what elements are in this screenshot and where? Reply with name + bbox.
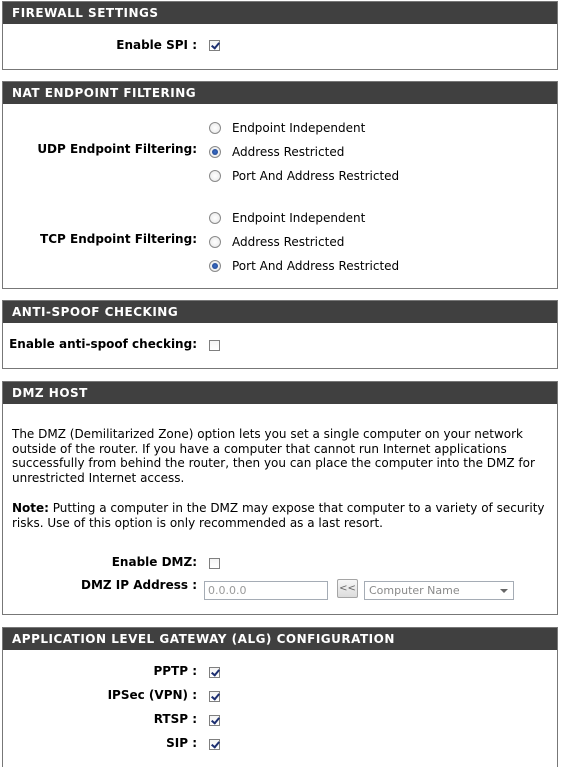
udp-endpoint-independent-radio[interactable] (209, 122, 221, 134)
nat-endpoint-filtering-header: NAT ENDPOINT FILTERING (3, 82, 557, 104)
alg-configuration-header: APPLICATION LEVEL GATEWAY (ALG) CONFIGURATION (3, 628, 557, 650)
udp-endpoint-independent-label: Endpoint Independent (232, 121, 366, 135)
dmz-note-label: Note: (12, 501, 49, 515)
tcp-port-and-address-restricted-label: Port And Address Restricted (232, 259, 400, 273)
ipsec-vpn-checkbox[interactable] (209, 691, 220, 702)
tcp-address-restricted-label: Address Restricted (232, 235, 345, 249)
pptp-checkbox[interactable] (209, 667, 220, 678)
tcp-endpoint-independent-radio[interactable] (209, 212, 221, 224)
firewall-settings-section (2, 1, 558, 70)
copy-computer-ip-button[interactable]: << (337, 579, 358, 598)
tcp-endpoint-independent-label: Endpoint Independent (232, 211, 366, 225)
rtsp-label: RTSP : (153, 712, 197, 726)
enable-dmz-label: Enable DMZ: (111, 555, 197, 569)
tcp-endpoint-filtering-label: TCP Endpoint Filtering: (40, 232, 197, 246)
udp-endpoint-filtering-label: UDP Endpoint Filtering: (37, 142, 197, 156)
udp-address-restricted-radio[interactable] (209, 146, 221, 158)
firewall-settings-header: FIREWALL SETTINGS (3, 2, 557, 24)
enable-dmz-checkbox[interactable] (209, 558, 220, 569)
enable-anti-spoof-checkbox[interactable] (209, 340, 220, 351)
computer-name-select[interactable] (364, 581, 514, 600)
dmz-note-text: Putting a computer in the DMZ may expose that computer to a variety of security risks. Use of this option is only recommended as a last resort. (12, 501, 545, 530)
anti-spoof-checking-header: ANTI-SPOOF CHECKING (3, 301, 557, 323)
dmz-ip-address-label: DMZ IP Address : (80, 578, 197, 592)
tcp-port-and-address-restricted-radio[interactable] (209, 260, 221, 272)
enable-spi-label: Enable SPI : (116, 38, 197, 52)
udp-address-restricted-label: Address Restricted (232, 145, 345, 159)
enable-anti-spoof-label: Enable anti-spoof checking: (9, 337, 197, 351)
dmz-ip-address-input[interactable]: 0.0.0.0 (204, 581, 328, 600)
dmz-host-section (2, 381, 558, 615)
rtsp-checkbox[interactable] (209, 715, 220, 726)
tcp-address-restricted-radio[interactable] (209, 236, 221, 248)
computer-name-select-value: Computer Name (369, 584, 460, 597)
alg-configuration-section (2, 627, 558, 767)
sip-checkbox[interactable] (209, 739, 220, 750)
udp-port-and-address-restricted-label: Port And Address Restricted (232, 169, 400, 183)
ipsec-vpn-label: IPSec (VPN) : (107, 688, 197, 702)
udp-port-and-address-restricted-radio[interactable] (209, 170, 221, 182)
dmz-description: The DMZ (Demilitarized Zone) option lets you set a single computer on your network outside of the router. If you have a computer that cannot run Internet applications successfully from behind the router, then you can place the computer into the DMZ for unrestricted Internet access. (12, 427, 535, 485)
pptp-label: PPTP : (153, 664, 197, 678)
sip-label: SIP : (166, 736, 197, 750)
dmz-note (12, 501, 547, 530)
chevron-down-icon (500, 589, 508, 593)
anti-spoof-checking-section (2, 300, 558, 369)
nat-endpoint-filtering-section (2, 81, 558, 289)
dmz-host-header: DMZ HOST (3, 382, 557, 404)
enable-spi-checkbox[interactable] (209, 40, 220, 51)
